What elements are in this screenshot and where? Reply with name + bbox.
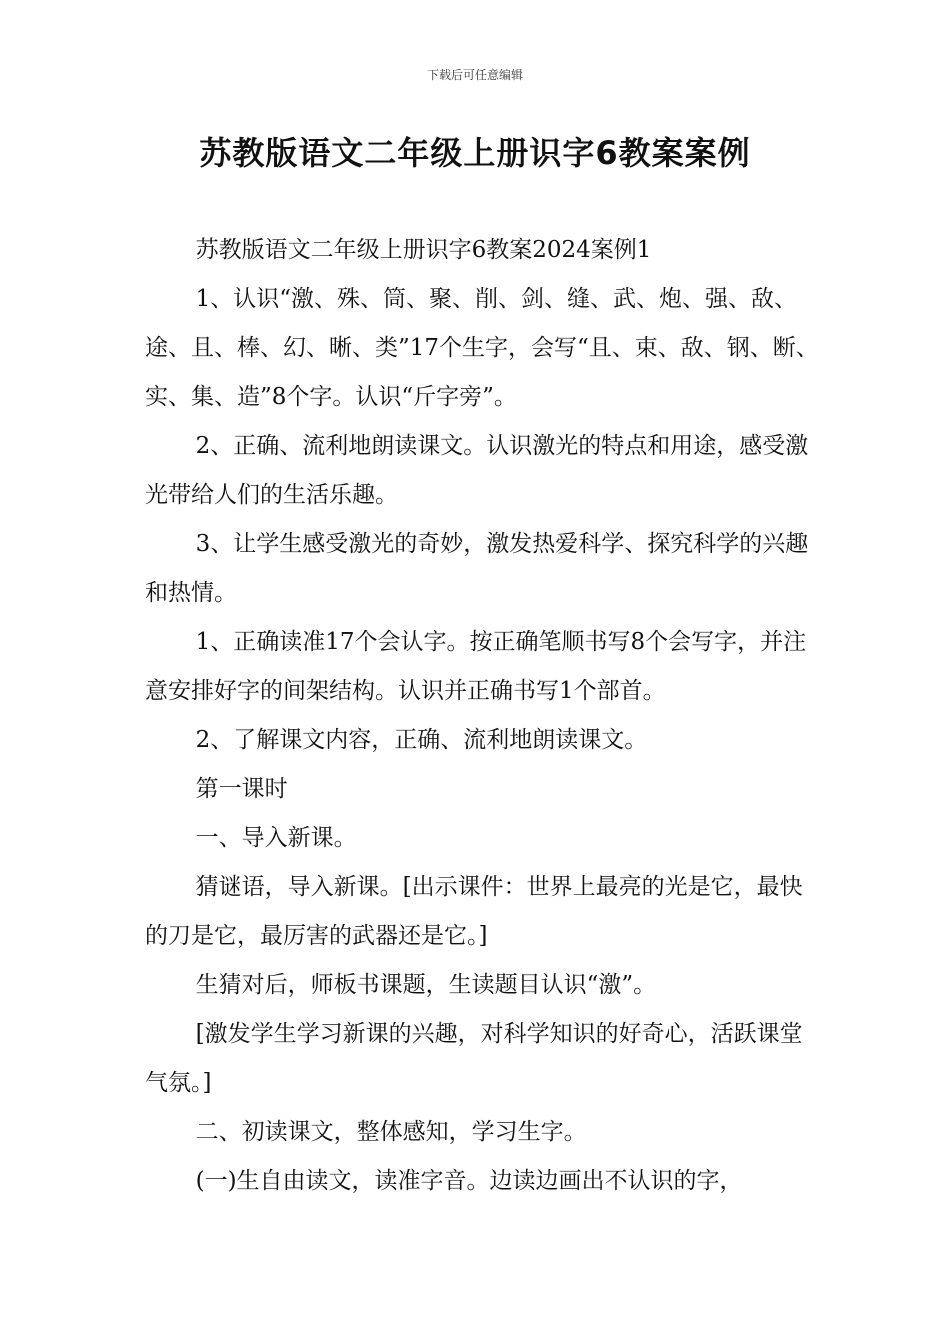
paragraph: 1、正确读准17个会认字。按正确笔顺书写8个会写字，并注意安排好字的间架结构。认识并正确书写1个部首。 bbox=[145, 629, 807, 704]
paragraph: (一)生自由读文，读准字音。边读边画出不认识的字， bbox=[195, 1168, 743, 1194]
paragraph: [激发学生学习新课的兴趣，对科学知识的好奇心，活跃课堂气氛。] bbox=[145, 1021, 803, 1096]
header-note: 下载后可任意编辑 bbox=[426, 68, 523, 82]
paragraph: 二、初读课文，整体感知，学习生字。 bbox=[195, 1119, 587, 1145]
paragraph: 2、了解课文内容，正确、流利地朗读课文。 bbox=[195, 727, 648, 753]
paragraph: 1、认识“激、殊、筒、聚、削、剑、缝、武、炮、强、敌、途、且、棒、幻、晰、类”17个生字，会写“且、束、敌、钢、断、实、集、造”8个字。认识“斤字旁”。 bbox=[145, 286, 819, 410]
paragraph: 生猜对后，师板书课题，生读题目认识“激”。 bbox=[195, 972, 657, 998]
paragraph: 3、让学生感受激光的奇妙，激发热爱科学、探究科学的兴趣和热情。 bbox=[145, 531, 809, 606]
paragraph: 一、导入新课。 bbox=[195, 825, 357, 851]
paragraph: 苏教版语文二年级上册识字6教案2024案例1 bbox=[195, 237, 652, 263]
document-body bbox=[145, 226, 825, 1206]
paragraph: 第一课时 bbox=[195, 776, 288, 802]
paragraph: 猜谜语，导入新课。[出示课件：世界上最亮的光是它，最快的刀是它，最厉害的武器还是它。] bbox=[145, 874, 803, 949]
document-title: 苏教版语文二年级上册识字6教案案例 bbox=[199, 134, 751, 172]
paragraph: 2、正确、流利地朗读课文。认识激光的特点和用途，感受激光带给人们的生活乐趣。 bbox=[145, 433, 809, 508]
